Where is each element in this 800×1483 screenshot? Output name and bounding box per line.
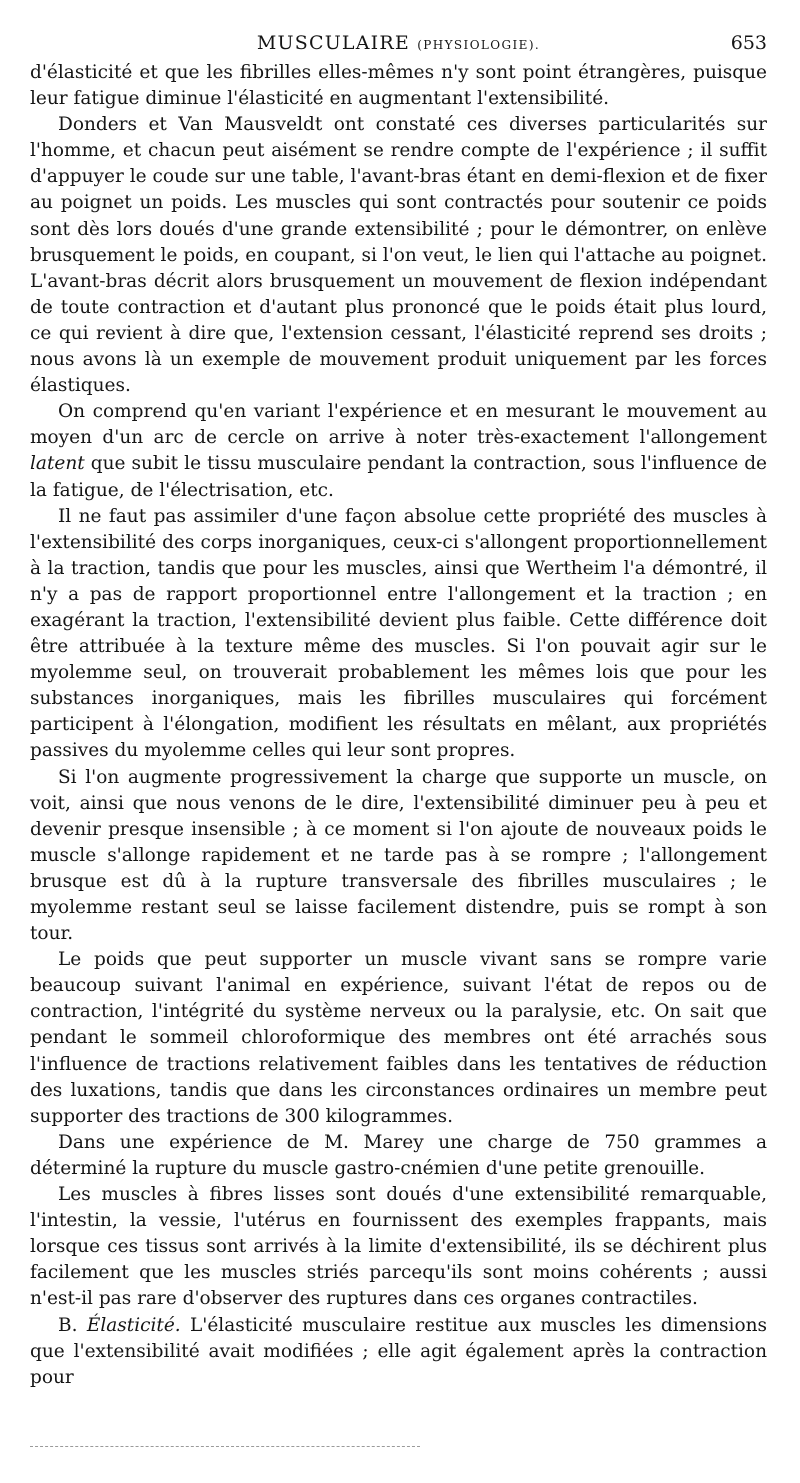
paragraph-text: Les muscles à fibres lisses sont doués d'une extensibilité remarquable, l'intestin, la vessie, l'utérus en fournissent des exemples frappants, mais lorsque ces tissus sont arrivés à la limite d'extensibilité, ils se déchirent plus facilement que les muscles striés parcequ'ils sont moins cohérents ; aussi n'est-il pas rare d'observer des ruptures dans ces organes contractiles.	[30, 1184, 767, 1310]
paragraph-arc-de-cercle	[30, 399, 767, 503]
paragraph-marey	[30, 1130, 767, 1182]
paragraph-fibres-lisses	[30, 1182, 767, 1312]
paragraph-text: Le poids que peut supporter un muscle vivant sans se rompre varie beaucoup suivant l'animal en expérience, suivant l'état de repos ou de contraction, l'intégrité du système nerveux ou la paralysie, etc. On sait que pendant le sommeil chloroformique des membres ont été arrachés sous l'influence de tractions relativement faibles dans les tentatives de réduction des luxations, tandis que dans les circonstances ordinaires un membre peut supporter des tractions de 300 kilogrammes.	[30, 949, 767, 1127]
page-number: 653	[730, 32, 767, 54]
running-head	[30, 28, 767, 58]
paragraph-text: d'élasticité et que les fibrilles elles-mêmes n'y sont point étrangères, puisque leur fatigue diminue l'élasticité en augmentant l'extensibilité.	[30, 62, 767, 110]
section-heading-elasticite: Élasticité.	[86, 1314, 181, 1336]
paragraph-text: Dans une expérience de M. Marey une charge de 750 grammes a déterminé la rupture du muscle gastro-cnémien d'une petite grenouille.	[30, 1131, 767, 1179]
paragraph-text: Il ne faut pas assimiler d'une façon absolue cette propriété des muscles à l'extensibilité des corps inorganiques, ceux-ci s'allongent proportionnellement à la traction, tandis que pour les muscles, ainsi que Wertheim l'a démontré, il n'y a pas de rapport proportionnel entre l'allongement et la traction ; en exagérant la traction, l'extensibilité devient plus faible. Cette différence doit être attribuée à la texture même des muscles. Si l'on pouvait agir sur le myolemme seul, on trouverait probablement les mêmes lois que pour les substances inorganiques, mais les fibrilles musculaires qui forcément participent à l'élongation, modifient les résultats en mêlant, aux propriétés passives du myolemme celles qui leur sont propres.	[30, 505, 767, 762]
paragraph-donders	[30, 112, 767, 399]
body-text	[30, 60, 767, 1391]
paragraph-poids-supporte	[30, 947, 767, 1130]
running-title-sub: (PHYSIOLOGIE).	[417, 38, 541, 52]
paragraph-elasticite	[30, 1313, 767, 1391]
emphasis-latent: latent	[30, 453, 85, 475]
paragraph-text: que subit le tissu musculaire pendant la contraction, sous l'influence de la fatigue, de l'électrisation, etc.	[30, 453, 767, 501]
running-title-main: MUSCULAIRE	[256, 32, 410, 54]
paragraph-text: L'élasticité musculaire restitue aux muscles les dimensions que l'extensibilité avait modifiées ; elle agit également après la contraction pour	[30, 1314, 767, 1388]
running-title	[30, 28, 767, 60]
footer-rule	[30, 1446, 420, 1447]
paragraph-text: On comprend qu'en variant l'expérience et en mesurant le mouvement au moyen d'un arc de cercle on arrive à noter très-exactement l'allongement	[30, 401, 767, 449]
section-label: B.	[58, 1314, 78, 1336]
paragraph-continuation	[30, 60, 767, 112]
paragraph-wertheim	[30, 504, 767, 765]
paragraph-text: Si l'on augmente progressivement la charge que supporte un muscle, on voit, ainsi que nous venons de le dire, l'extensibilité diminuer peu à peu et devenir presque insensible ; à ce moment si l'on ajoute de nouveaux poids le muscle s'allonge rapidement et ne tarde pas à se rompre ; l'allongement brusque est dû à la rupture transversale des fibrilles musculaires ; le myolemme restant seul se laisse facilement distendre, puis se rompt à son tour.	[30, 766, 767, 945]
page	[30, 28, 767, 1458]
paragraph-text: Donders et Van Mausveldt ont constaté ces diverses particularités sur l'homme, et chacun peut aisément se rendre compte de l'expérience ; il suffit d'appuyer le coude sur une table, l'avant-bras étant en demi-flexion et de fixer au poignet un poids. Les muscles qui sont contractés pour soutenir ce poids sont dès lors doués d'une grande extensibilité ; pour le démontrer, on enlève brusquement le poids, en coupant, si l'on veut, le lien qui l'attache au poignet. L'avant-bras décrit alors brusquement un mouvement de flexion indépendant de toute contraction et d'autant plus prononcé que le poids était plus lourd, ce qui revient à dire que, l'extension cessant, l'élasticité reprend ses droits ; nous avons là un exemple de mouvement produit uniquement par les forces élastiques.	[30, 114, 767, 397]
paragraph-charge	[30, 765, 767, 948]
